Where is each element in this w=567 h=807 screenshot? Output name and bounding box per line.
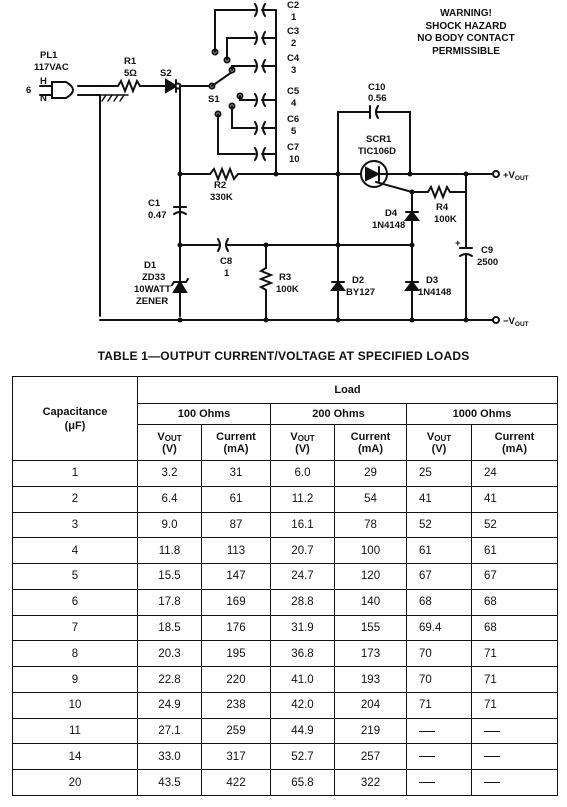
voltage-cell: 11.2 [271,486,335,512]
voltage-cell: 3.2 [138,461,202,487]
shock-hazard-warning [396,8,536,58]
selector-switch-s1 [212,10,255,154]
current-cell: 67 [472,564,558,590]
label-neutral: N [40,93,47,104]
label-c2-number: 1 [291,12,297,23]
label-r3: R3 [279,272,292,283]
current-cell: 257 [335,744,407,770]
current-cell: 120 [335,564,407,590]
current-cell: 68 [472,615,558,641]
current-cell: 71 [472,667,558,693]
table-row [13,615,558,641]
label-c1-value: 0.47 [148,210,167,221]
table-row [13,718,558,744]
label-r3-value: 100K [276,284,299,295]
label-s2: S2 [160,68,172,79]
voltage-cell: 71 [407,692,472,718]
label-pl1: PL1 [40,50,58,61]
voltage-cell: 24.9 [138,692,202,718]
load-1000-ohms: 1000 Ohms [407,404,558,425]
current-cell: 193 [335,667,407,693]
table-row [13,486,558,512]
label-c1: C1 [148,198,161,209]
current-cell: 29 [335,461,407,487]
label-c10: C10 [368,82,386,93]
warning-line: WARNING! [440,8,492,19]
current-cell: 61 [202,486,271,512]
label-c4-number: 3 [291,65,297,76]
no-value-dash [484,782,500,783]
table-row [13,770,558,796]
current-cell: 173 [335,641,407,667]
zener-diode-d1 [172,279,188,292]
diode-d3 [406,245,418,320]
current-cell: 24 [472,461,558,487]
capacitance-cell: 2 [13,486,138,512]
label-d3-value: 1N4148 [418,287,452,298]
current-cell: 220 [202,667,271,693]
capacitance-cell: 11 [13,718,138,744]
label-c7: C7 [287,142,300,153]
capacitor-c9 [460,174,472,320]
label-num6: 6 [26,85,32,96]
voltage-cell: 20.3 [138,641,202,667]
table-row [13,692,558,718]
table-row [13,744,558,770]
scr-scr1 [361,161,492,192]
load-header: Load [138,377,558,404]
current-cell [472,770,558,796]
table-row [13,667,558,693]
no-value-dash [484,756,500,757]
current-cell: 176 [202,615,271,641]
voltage-cell: 28.8 [271,589,335,615]
label-d1-type: ZENER [136,296,169,307]
table-row [13,564,558,590]
voltage-cell: 61 [407,538,472,564]
no-value-dash [419,731,435,732]
label-r1: R1 [124,56,137,67]
plug-pl1 [40,82,100,316]
table-title: TABLE 1—OUTPUT CURRENT/VOLTAGE AT SPECIFIED LOADS [97,349,470,363]
diode-d4 [406,192,418,245]
table-body [13,461,558,796]
voltage-cell: 69.4 [407,615,472,641]
capacitance-header [13,377,138,461]
current-cell: 219 [335,718,407,744]
label-hot: H [40,76,47,87]
voltage-cell: 52 [407,512,472,538]
label-scr1: SCR1 [366,134,392,145]
voltage-cell: 70 [407,667,472,693]
warning-line: SHOCK HAZARD [425,20,507,32]
current-header: Current (mA) [472,425,558,461]
current-cell: 204 [335,692,407,718]
label-c4: C4 [287,53,300,64]
capacitance-cell: 14 [13,744,138,770]
table-row [13,461,558,487]
label-r1-value: 5Ω [124,68,137,79]
label-supply: 117VAC [34,62,69,73]
label-c9-value: 2500 [477,257,499,268]
no-value-dash [419,782,435,783]
capacitance-cell: 9 [13,667,138,693]
voltage-cell: 27.1 [138,718,202,744]
load-200-ohms: 200 Ohms [271,404,407,425]
capacitance-cell: 6 [13,589,138,615]
voltage-cell: 17.8 [138,589,202,615]
current-cell: 113 [202,538,271,564]
current-cell: 140 [335,589,407,615]
voltage-cell: 16.1 [271,512,335,538]
label-r4: R4 [436,202,449,213]
voltage-cell: 9.0 [138,512,202,538]
capacitance-cell: 5 [13,564,138,590]
label-c5-number: 4 [291,98,297,109]
voltage-cell: 15.5 [138,564,202,590]
voltage-cell [407,770,472,796]
capacitor-c5 [255,94,276,106]
label-d4: D4 [385,208,398,219]
vout-header: VOUT (V) [138,425,202,461]
current-cell: 100 [335,538,407,564]
output-table [12,376,558,796]
current-cell: 68 [472,589,558,615]
label-d4-value: 1N4148 [372,220,406,231]
resistor-r3 [261,245,271,320]
current-cell: 259 [202,718,271,744]
label-c8: C8 [220,256,233,267]
vout-header: VOUT (V) [407,425,472,461]
label-s1: S1 [208,94,220,105]
current-cell: 317 [202,744,271,770]
voltage-cell: 36.8 [271,641,335,667]
capacitor-c4 [255,60,276,72]
label-c6: C6 [287,114,300,125]
label-r2: R2 [214,180,227,191]
label-c8-value: 1 [224,268,230,279]
current-cell: 31 [202,461,271,487]
label-vout-minus: $-V_{OUT}$ [503,316,529,328]
voltage-cell [407,718,472,744]
label-c6-number: 5 [291,126,297,137]
vout-header: VOUT (V) [271,425,335,461]
capacitance-cell: 8 [13,641,138,667]
label-c9-plus: + [455,238,461,249]
current-cell: 71 [472,641,558,667]
capacitance-cell: 20 [13,770,138,796]
voltage-cell: 67 [407,564,472,590]
no-value-dash [419,756,435,757]
voltage-cell: 41.0 [271,667,335,693]
voltage-cell: 22.8 [138,667,202,693]
label-vout-plus: $+V_{OUT}$ [503,170,529,182]
label-c2: C2 [287,0,300,11]
voltage-cell: 6.4 [138,486,202,512]
current-cell: 71 [472,692,558,718]
capacitor-bank [255,4,276,174]
warning-line: PERMISSIBLE [432,45,500,57]
capacitance-cell: 1 [13,461,138,487]
label-r4-value: 100K [434,214,457,225]
voltage-cell: 6.0 [271,461,335,487]
capacitance-header-label: Capacitance [42,405,108,418]
current-cell: 322 [335,770,407,796]
label-c3: C3 [287,26,300,37]
current-cell: 41 [472,486,558,512]
voltage-cell [407,744,472,770]
voltage-cell: 25 [407,461,472,487]
label-c5: C5 [287,86,300,97]
table-row [13,589,558,615]
label-c10-value: 0.56 [368,93,387,104]
table-row [13,641,558,667]
capacitor-c7 [255,148,276,160]
resistor-r1 [100,81,160,91]
capacitance-cell: 10 [13,692,138,718]
current-cell: 169 [202,589,271,615]
current-cell: 78 [335,512,407,538]
current-cell: 195 [202,641,271,667]
current-cell: 52 [472,512,558,538]
capacitance-cell: 4 [13,538,138,564]
label-scr1-value: TIC106D [358,146,397,157]
voltage-cell: 24.7 [271,564,335,590]
label-d2: D2 [352,275,365,286]
capacitance-cell: 7 [13,615,138,641]
diode-d2 [332,245,344,320]
voltage-cell: 44.9 [271,718,335,744]
current-cell: 54 [335,486,407,512]
label-d1: D1 [144,260,157,271]
resistor-r4 [412,187,466,197]
current-header: Current (mA) [202,425,271,461]
voltage-cell: 52.7 [271,744,335,770]
voltage-cell: 68 [407,589,472,615]
label-r2-value: 330K [210,192,233,203]
current-cell: 422 [202,770,271,796]
no-value-dash [484,731,500,732]
label-d1-rating: 10WATT [134,284,171,295]
voltage-cell: 41 [407,486,472,512]
current-cell: 87 [202,512,271,538]
capacitance-header-unit: (μF) [64,419,86,432]
table-row [13,538,558,564]
load-100-ohms: 100 Ohms [138,404,271,425]
current-header: Current (mA) [335,425,407,461]
label-c3-number: 2 [291,38,297,49]
label-c9: C9 [481,245,494,256]
capacitance-cell: 3 [13,512,138,538]
capacitor-c6 [255,122,276,134]
label-d1-value: ZD33 [142,272,166,283]
voltage-cell: 43.5 [138,770,202,796]
voltage-cell: 33.0 [138,744,202,770]
current-cell: 238 [202,692,271,718]
voltage-cell: 20.7 [271,538,335,564]
capacitor-c2 [255,4,276,16]
capacitor-c3 [255,32,276,44]
current-cell [472,718,558,744]
voltage-cell: 11.8 [138,538,202,564]
voltage-cell: 65.8 [271,770,335,796]
voltage-cell: 70 [407,641,472,667]
label-d2-value: BY127 [346,287,376,298]
table-row [13,512,558,538]
current-cell [472,744,558,770]
current-cell: 147 [202,564,271,590]
voltage-cell: 18.5 [138,615,202,641]
current-cell: 155 [335,615,407,641]
voltage-cell: 31.9 [271,615,335,641]
warning-line: NO BODY CONTACT [417,33,515,44]
ground-symbol [100,95,128,101]
voltage-cell: 42.0 [271,692,335,718]
label-d3: D3 [426,275,439,286]
current-cell: 61 [472,538,558,564]
label-c7-number: 10 [289,154,300,165]
